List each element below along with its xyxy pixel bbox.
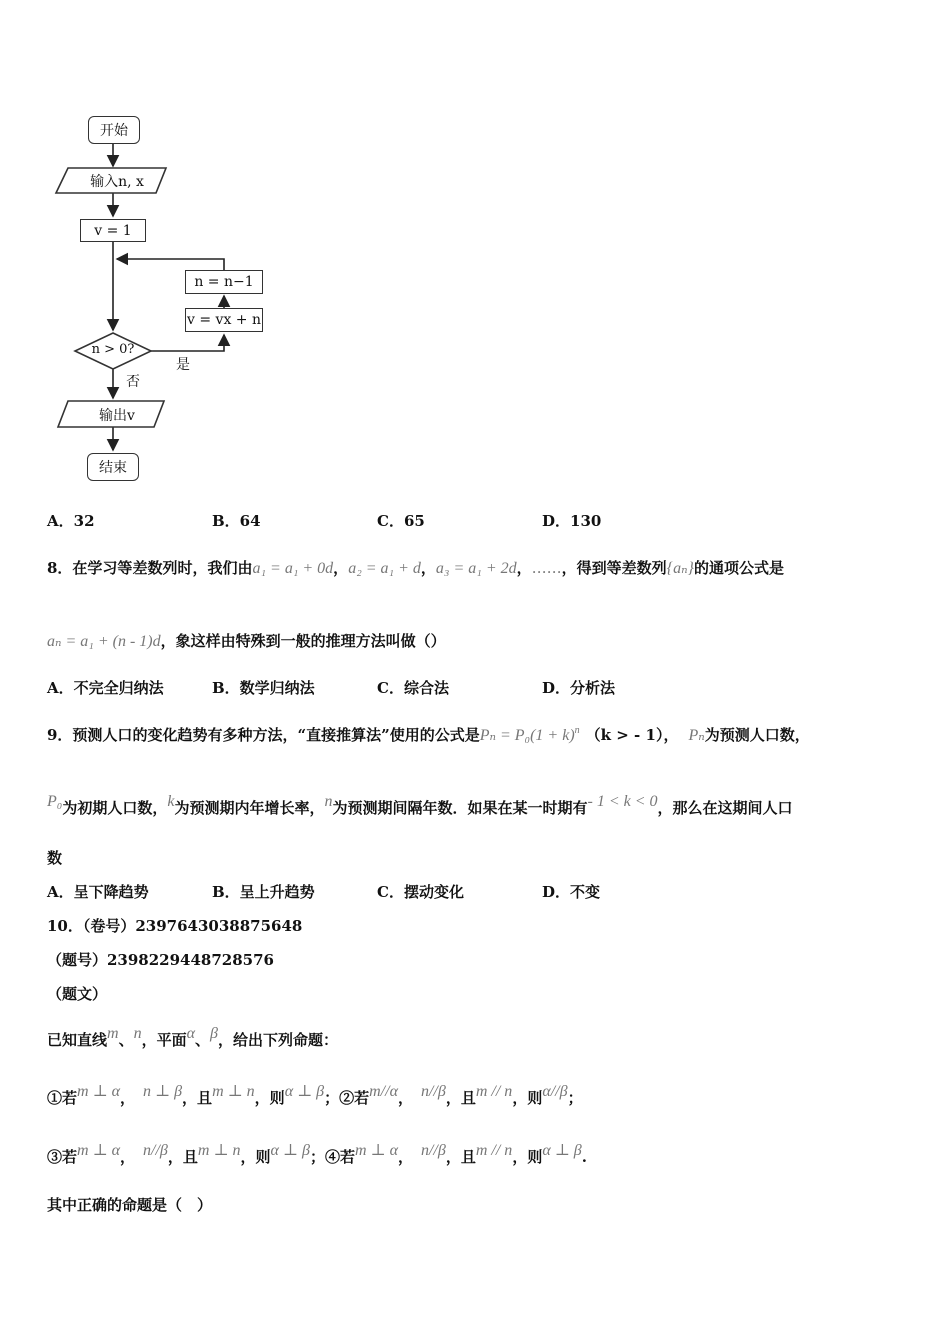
q7-option-b[interactable]: B．64: [212, 512, 261, 530]
q10-prop4-qie: ，且: [445, 1148, 476, 1166]
q8-option-a[interactable]: A．不完全归纳法: [47, 679, 164, 697]
q10-prop4-end: .: [581, 1148, 587, 1166]
q8-line2: [47, 630, 446, 651]
q10-dun-1: 、: [118, 1031, 134, 1049]
end-node: 结束: [87, 453, 139, 481]
q8-formula-3: a₃ = a₁ + 2d: [435, 560, 517, 577]
q9-text-1: 为预测人口数，: [704, 726, 810, 744]
q9-formula: Pₙ = P₀(1 + k): [479, 727, 575, 744]
q8-formula-1: a₁ = a₁ + 0d: [252, 560, 334, 577]
q10-prop2-start: ；②若: [324, 1089, 370, 1107]
q8-mid: ，得到等差数列: [561, 559, 667, 577]
q9-formula-exponent: n: [574, 725, 580, 736]
condition-label: n > 0?: [91, 342, 135, 357]
q10-prop1-c1: m ⊥ α: [77, 1083, 121, 1100]
q10-prop2-result: α//β: [542, 1083, 568, 1100]
q8-sep-3: ，: [516, 559, 532, 577]
q8-option-c[interactable]: C．综合法: [377, 679, 449, 697]
q10-m: m: [107, 1025, 119, 1042]
q10-prop4-ze: ，则: [512, 1148, 543, 1166]
q10-prop1-comma: ，: [120, 1089, 136, 1107]
q10-prop3-c3: m ⊥ n: [197, 1142, 241, 1159]
q10-prop2-comma: ，: [397, 1089, 413, 1107]
q10-prop3-c2: n//β: [143, 1142, 168, 1159]
q10-prop4-comma: ，: [397, 1148, 413, 1166]
q9-k: k: [167, 793, 175, 810]
q10-prop3-ze: ，则: [240, 1148, 271, 1166]
q9-option-d[interactable]: D．不变: [542, 883, 601, 901]
q9-text-3: 为预测期内年增长率，: [174, 799, 325, 817]
q10-prop4-c1: m ⊥ α: [354, 1142, 398, 1159]
q9-text-5: ，那么在这期间人口: [657, 799, 793, 817]
q8-option-d[interactable]: D．分析法: [542, 679, 616, 697]
init-node: v = 1: [80, 219, 146, 242]
q10-prop2-ze: ，则: [512, 1089, 543, 1107]
q8-sep-1: ，: [333, 559, 349, 577]
q10-prop1-qie: ，且: [182, 1089, 213, 1107]
q7-option-c[interactable]: C．65: [377, 512, 425, 530]
q9-line2: [47, 793, 793, 818]
q10-intro-c: ，给出下列命题：: [218, 1031, 339, 1049]
q10-prop2-c1: m//α: [369, 1083, 398, 1100]
update-v-node: v = vx + n: [185, 308, 263, 332]
q8-formula-2: a₂ = a₁ + d: [348, 560, 421, 577]
q10-alpha: α: [186, 1025, 196, 1042]
q8-general-formula: aₙ = a₁ + (n - 1)d: [47, 633, 161, 650]
flowchart-connectors: [0, 0, 300, 500]
q10-prop3-comma: ，: [120, 1148, 136, 1166]
q10-prop1-ze: ，则: [254, 1089, 285, 1107]
no-label: 否: [126, 374, 140, 390]
q10-prop4-start: ；④若: [309, 1148, 355, 1166]
q10-props-3-4: [47, 1142, 587, 1167]
q8-ellipsis: ……: [531, 559, 562, 577]
q10-question-text-label: （题文）: [47, 985, 108, 1003]
update-n-node: n = n−1: [185, 270, 263, 294]
q10-prop2-end: ；: [567, 1089, 583, 1107]
q10-beta: β: [210, 1025, 218, 1042]
q8-option-b[interactable]: B．数学归纳法: [212, 679, 315, 697]
q10-prop2-c2: n//β: [420, 1083, 446, 1100]
q9-option-b[interactable]: B．呈上升趋势: [212, 883, 315, 901]
q7-option-d[interactable]: D．130: [542, 512, 602, 530]
q9-line1: [47, 724, 810, 745]
q9-option-c[interactable]: C．摆动变化: [377, 883, 464, 901]
q9-line3: 数: [47, 849, 63, 867]
q10-props-1-2: [47, 1083, 583, 1108]
q8-line1: [47, 557, 784, 578]
q10-prop1-result: α ⊥ β: [284, 1083, 325, 1100]
q10-n: n: [133, 1025, 142, 1042]
q7-option-a[interactable]: A．32: [47, 512, 95, 530]
start-node: 开始: [88, 116, 140, 144]
q10-prop2-c3: m // n: [475, 1083, 513, 1100]
q10-intro-b: ，平面: [141, 1031, 187, 1049]
q10-prop3-start: ③若: [47, 1148, 78, 1166]
q10-question: 其中正确的命题是（ ）: [47, 1196, 213, 1214]
q10-intro-a: 已知直线: [47, 1031, 108, 1049]
q10-paper-id: 10．（卷号）2397643038875648: [47, 917, 303, 935]
q10-prop4-c3: m // n: [475, 1142, 513, 1159]
q10-prop1-start: ①若: [47, 1089, 78, 1107]
q10-prop4-result: α ⊥ β: [542, 1142, 582, 1159]
q8-mid2: 的通项公式是: [693, 559, 784, 577]
q10-prop1-c2: n ⊥ β: [143, 1083, 183, 1100]
q10-prop3-result: α ⊥ β: [270, 1142, 310, 1159]
q9-pn: Pₙ: [688, 727, 705, 744]
q10-intro: [47, 1025, 339, 1050]
output-node-label: 输出v: [99, 408, 135, 424]
q9-text-4: 为预测期间隔年数．如果在某一时期有: [332, 799, 588, 817]
q8-prefix: 8．在学习等差数列时，我们由: [47, 559, 253, 577]
q10-prop4-c2: n//β: [420, 1142, 446, 1159]
q10-question-id: （题号）2398229448728576: [47, 951, 274, 969]
q9-n: n: [324, 793, 333, 810]
yes-label: 是: [176, 357, 190, 373]
q8-sep-2: ，: [420, 559, 436, 577]
q10-prop2-qie: ，且: [445, 1089, 476, 1107]
q10-prop3-c1: m ⊥ α: [77, 1142, 121, 1159]
q8-suffix: ，象这样由特殊到一般的推理方法叫做（）: [160, 632, 446, 650]
q10-prop1-c3: m ⊥ n: [212, 1083, 255, 1100]
q9-range: - 1 < k < 0: [587, 793, 658, 810]
q9-text-2: 为初期人口数，: [62, 799, 168, 817]
q9-condition: （k > - 1），: [585, 726, 679, 744]
q9-option-a[interactable]: A．呈下降趋势: [47, 883, 149, 901]
input-node-label: 输入n, x: [90, 174, 144, 190]
q8-sequence: {aₙ}: [666, 560, 694, 577]
q10-prop3-qie: ，且: [167, 1148, 198, 1166]
q9-p0: P₀: [47, 793, 63, 810]
q9-prefix: 9．预测人口的变化趋势有多种方法，“直接推算法”使用的公式是: [47, 726, 480, 744]
q10-dun-2: 、: [195, 1031, 211, 1049]
